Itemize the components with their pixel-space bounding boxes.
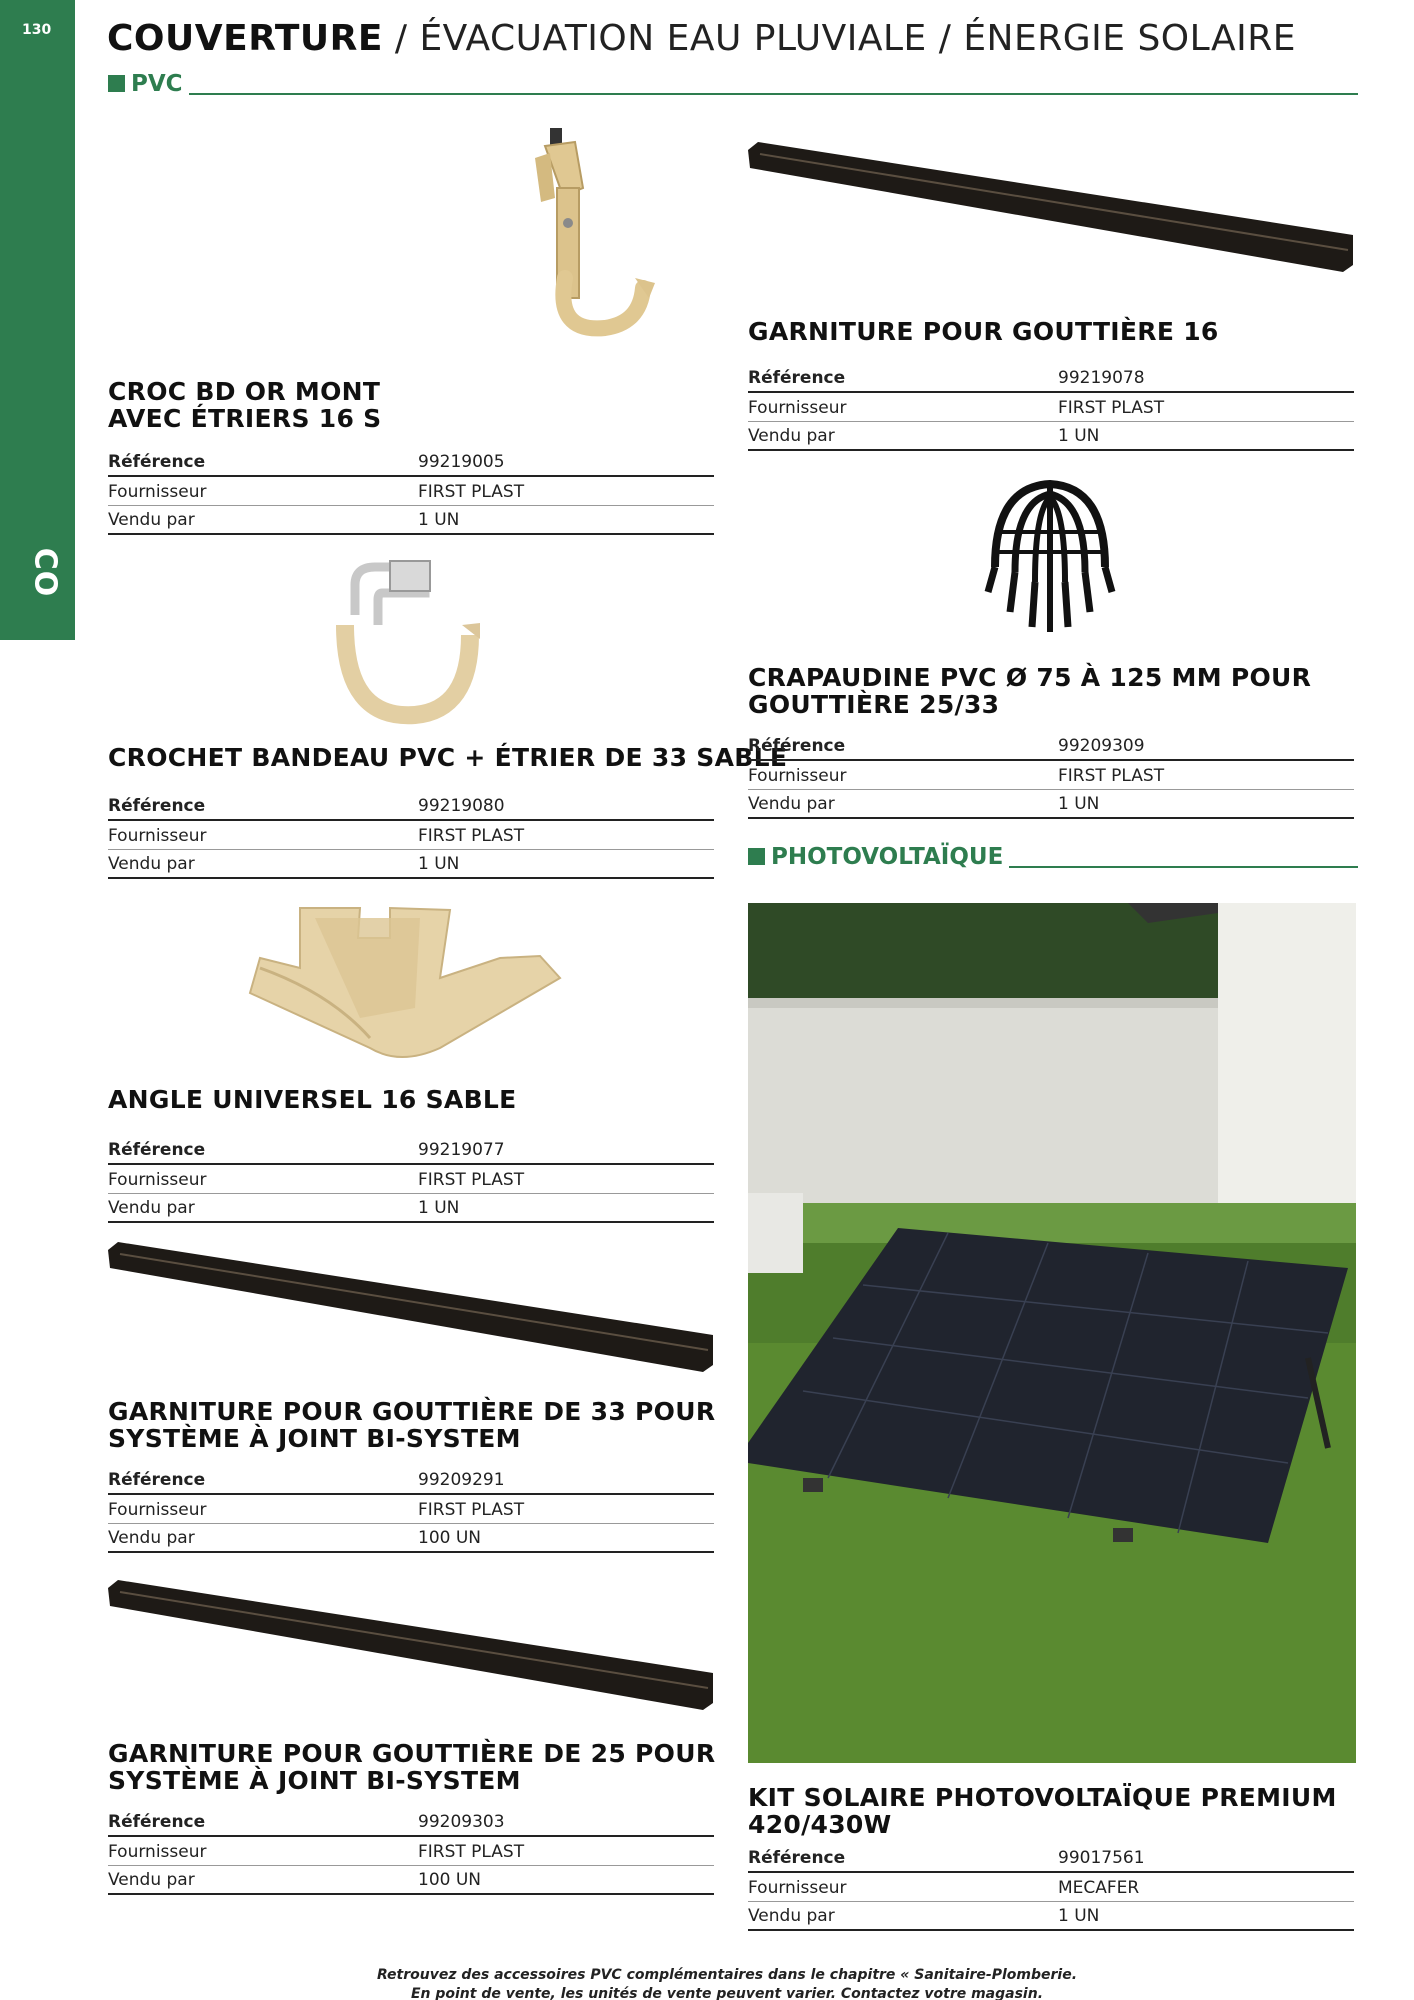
spec-row-fournisseur: Fournisseur FIRST PLAST xyxy=(748,761,1354,790)
spec-row-reference: Référence 99219005 xyxy=(108,448,714,477)
product-image-crochet-bandeau xyxy=(330,555,490,725)
chapter-side-tab xyxy=(0,0,75,640)
spec-row-fournisseur: Fournisseur FIRST PLAST xyxy=(748,393,1354,422)
spec-row-vendu-par: Vendu par 1 UN xyxy=(108,850,714,879)
product-title: GARNITURE POUR GOUTTIÈRE DE 33 POUR SYSTÈME À JOINT BI-SYSTEM xyxy=(108,1397,716,1453)
spec-table xyxy=(748,1844,1354,1931)
product-title: KIT SOLAIRE PHOTOVOLTAÏQUE PREMIUM 420/430W xyxy=(748,1783,1337,1839)
spec-row-vendu-par: Vendu par 1 UN xyxy=(748,422,1354,451)
section-square-icon xyxy=(748,848,765,865)
chapter-code: CO xyxy=(27,547,63,598)
spec-table xyxy=(108,1136,714,1223)
spec-row-fournisseur: Fournisseur FIRST PLAST xyxy=(108,1495,714,1524)
spec-row-fournisseur: Fournisseur FIRST PLAST xyxy=(108,477,714,506)
spec-row-reference: Référence 99209291 xyxy=(108,1466,714,1495)
section-rule xyxy=(1009,866,1358,868)
spec-row-vendu-par: Vendu par 1 UN xyxy=(108,1194,714,1223)
spec-row-reference: Référence 99209309 xyxy=(748,732,1354,761)
product-title: ANGLE UNIVERSEL 16 SABLE xyxy=(108,1085,517,1114)
spec-row-vendu-par: Vendu par 1 UN xyxy=(748,1902,1354,1931)
section-rule xyxy=(189,93,1358,95)
spec-row-reference: Référence 99219080 xyxy=(108,792,714,821)
spec-row-vendu-par: Vendu par 1 UN xyxy=(748,790,1354,819)
page-title xyxy=(107,18,1296,59)
page-title-sub: / ÉVACUATION EAU PLUVIALE / ÉNERGIE SOLAIRE xyxy=(382,18,1297,59)
spec-table xyxy=(108,448,714,535)
footer-line-1: Retrouvez des accessoires PVC complémentaires dans le chapitre « Sanitaire-Plomberie. xyxy=(376,1967,1078,1983)
section-square-icon xyxy=(108,75,125,92)
page-number: 130 xyxy=(22,22,52,38)
product-image-croc-bd xyxy=(505,118,665,338)
section-header-photovoltaique xyxy=(748,845,1358,869)
product-image-crapaudine xyxy=(980,472,1120,637)
spec-row-fournisseur: Fournisseur FIRST PLAST xyxy=(108,821,714,850)
footer-line-2: En point de vente, les unités de vente peuvent varier. Contactez votre magasin. xyxy=(410,1986,1044,2000)
spec-table xyxy=(748,364,1354,451)
section-label-pvc: PVC xyxy=(131,71,183,97)
product-title: GARNITURE POUR GOUTTIÈRE 16 xyxy=(748,317,1219,346)
product-title: CROC BD OR MONT AVEC ÉTRIERS 16 S xyxy=(108,377,382,433)
spec-table xyxy=(748,732,1354,819)
spec-row-reference: Référence 99219078 xyxy=(748,364,1354,393)
spec-row-reference: Référence 99209303 xyxy=(108,1808,714,1837)
spec-row-fournisseur: Fournisseur MECAFER xyxy=(748,1873,1354,1902)
page-title-main: COUVERTURE xyxy=(107,18,383,59)
section-label-photovoltaique: PHOTOVOLTAÏQUE xyxy=(771,844,1004,870)
product-title: GARNITURE POUR GOUTTIÈRE DE 25 POUR SYSTÈME À JOINT BI-SYSTEM xyxy=(108,1739,716,1795)
product-image-garniture-33 xyxy=(108,1240,718,1380)
spec-table xyxy=(108,1808,714,1895)
product-image-angle-universel xyxy=(240,898,580,1068)
spec-table xyxy=(108,792,714,879)
spec-row-reference: Référence 99017561 xyxy=(748,1844,1354,1873)
section-header-pvc xyxy=(108,72,1358,96)
product-image-kit-solaire xyxy=(748,903,1356,1763)
spec-row-reference: Référence 99219077 xyxy=(108,1136,714,1165)
spec-row-vendu-par: Vendu par 1 UN xyxy=(108,506,714,535)
product-title: CRAPAUDINE PVC Ø 75 À 125 MM POUR GOUTTIÈRE 25/33 xyxy=(748,663,1312,719)
product-title: CROCHET BANDEAU PVC + ÉTRIER DE 33 SABLE xyxy=(108,743,788,772)
product-image-garniture-16 xyxy=(748,140,1358,280)
product-image-garniture-25 xyxy=(108,1578,718,1718)
spec-row-vendu-par: Vendu par 100 UN xyxy=(108,1524,714,1553)
spec-row-fournisseur: Fournisseur FIRST PLAST xyxy=(108,1837,714,1866)
footer-note xyxy=(0,1966,1414,2000)
spec-row-fournisseur: Fournisseur FIRST PLAST xyxy=(108,1165,714,1194)
spec-row-vendu-par: Vendu par 100 UN xyxy=(108,1866,714,1895)
spec-table xyxy=(108,1466,714,1553)
